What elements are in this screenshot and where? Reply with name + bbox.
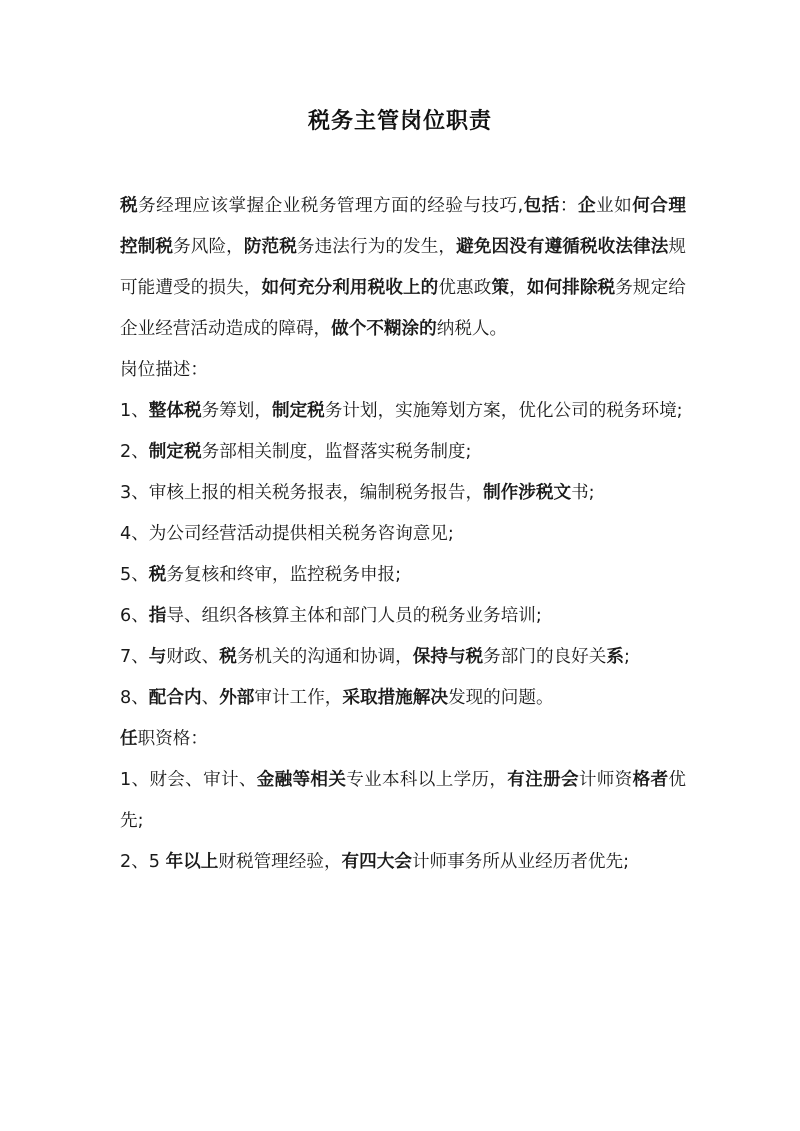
bold-text-run: 系 [606, 647, 624, 667]
text-run: 4、为公司经营活动提供相关税务咨询意见; [120, 524, 454, 544]
bold-text-run: 整体税 [148, 401, 202, 421]
text-run: 导、组织各核算主体和部门人员的税务业务培训; [166, 606, 542, 626]
text-run: 财税管理经验， [218, 852, 342, 872]
section-heading-job-description: 岗位描述： [120, 360, 208, 380]
duty-item [120, 596, 686, 637]
text-run: 、 [201, 688, 220, 708]
text-run: 务经理应该掌握企业税务管理方面的经验与技巧, [138, 196, 524, 216]
text-run: 审计工作， [254, 688, 343, 708]
text-run: 务规定给企业经营活动造成的障碍， [120, 278, 686, 339]
text-run: 书; [571, 483, 595, 503]
bold-text-run: 制作涉税文 [483, 483, 572, 503]
text-run: ： [559, 196, 578, 216]
text-run: 1、 [120, 401, 149, 421]
document-body [120, 186, 686, 883]
text-run: 务复核和终审，监控税务申报; [166, 565, 402, 585]
text-run: 优惠政 [438, 278, 492, 298]
bold-text-run: 做个不糊涂的 [331, 319, 437, 339]
bold-text-run: 企 [577, 196, 597, 216]
bold-text-run: 配合内 [148, 688, 202, 708]
duty-item [120, 678, 686, 719]
qualification-item [120, 760, 686, 842]
bold-text-run: 有四大会 [341, 852, 412, 872]
text-run: 3、审核上报的相关税务报表，编制税务报告， [120, 483, 484, 503]
duty-item [120, 637, 686, 678]
text-run: 规可能遭受的损失， [120, 237, 686, 298]
qualification-item [120, 842, 686, 883]
text-run: 2、 [120, 442, 149, 462]
bold-text-run: 格者 [632, 770, 669, 790]
bold-text-run: 与 [148, 647, 167, 667]
text-run: ， [509, 278, 527, 298]
text-run: 务部门的良好关 [483, 647, 607, 667]
bold-text-run: 制定税 [148, 442, 202, 462]
text-run: 8、 [120, 688, 149, 708]
text-run: 7、 [120, 647, 149, 667]
bold-text-run: 金融等相关 [256, 770, 347, 790]
text-run: 计师资 [578, 770, 633, 790]
bold-text-run: 税 [120, 196, 139, 216]
bold-text-run: 如何充分利用税收上的 [261, 278, 439, 298]
bold-text-run: 何合理控制税 [120, 196, 686, 257]
text-run: 务机关的沟通和协调， [236, 647, 413, 667]
bold-text-run: 防范税 [243, 237, 297, 257]
text-run: 财政、 [166, 647, 220, 667]
bold-text-run: 如何排除税 [526, 278, 616, 298]
bold-text-run: 采取措施解决 [342, 688, 448, 708]
bold-text-run: 年以上 [165, 852, 219, 872]
text-run: 计师事务所从业经历者优先; [411, 852, 629, 872]
duty-item [120, 391, 686, 432]
text-run: 优先; [120, 770, 686, 831]
text-run: 务筹划， [201, 401, 272, 421]
duty-item [120, 514, 686, 555]
text-run: 2、5 [120, 852, 166, 872]
bold-text-run: 包括 [523, 196, 560, 216]
text-run: 6、 [120, 606, 149, 626]
bold-text-run: 策 [491, 278, 510, 298]
text-run: ; [623, 647, 630, 667]
section-heading-qualifications [120, 719, 686, 760]
text-run: 务风险， [173, 237, 244, 257]
bold-text-run: 税 [148, 565, 167, 585]
intro-paragraph [120, 186, 686, 350]
bold-text-run: 税 [219, 647, 237, 667]
text-run: 业如 [596, 196, 633, 216]
text-run: 专业本科以上学历， [346, 770, 508, 790]
bold-text-run: 制定税 [271, 401, 325, 421]
text-run: 5、 [120, 565, 149, 585]
bold-text-run: 有注册会 [507, 770, 579, 790]
text-run: 1、财会、审计、 [120, 770, 257, 790]
document-title: 税务主管岗位职责 [307, 109, 492, 134]
text-run: 职资格： [137, 729, 208, 749]
bold-text-run: 避免因没有遵循税收法律法 [456, 237, 669, 257]
text-run: 务部相关制度，监督落实税务制度; [201, 442, 472, 462]
bold-text-run: 指 [148, 606, 167, 626]
text-run: 务计划，实施筹划方案，优化公司的税务环境; [324, 401, 683, 421]
duty-item [120, 473, 686, 514]
text-run: 发现的问题。 [447, 688, 554, 708]
bold-text-run: 任 [120, 729, 138, 749]
duty-item [120, 432, 686, 473]
bold-text-run: 保持与税 [412, 647, 484, 667]
duty-item [120, 555, 686, 596]
text-run: 务违法行为的发生， [296, 237, 457, 257]
bold-text-run: 外部 [219, 688, 255, 708]
text-run: 纳税人。 [436, 319, 508, 339]
